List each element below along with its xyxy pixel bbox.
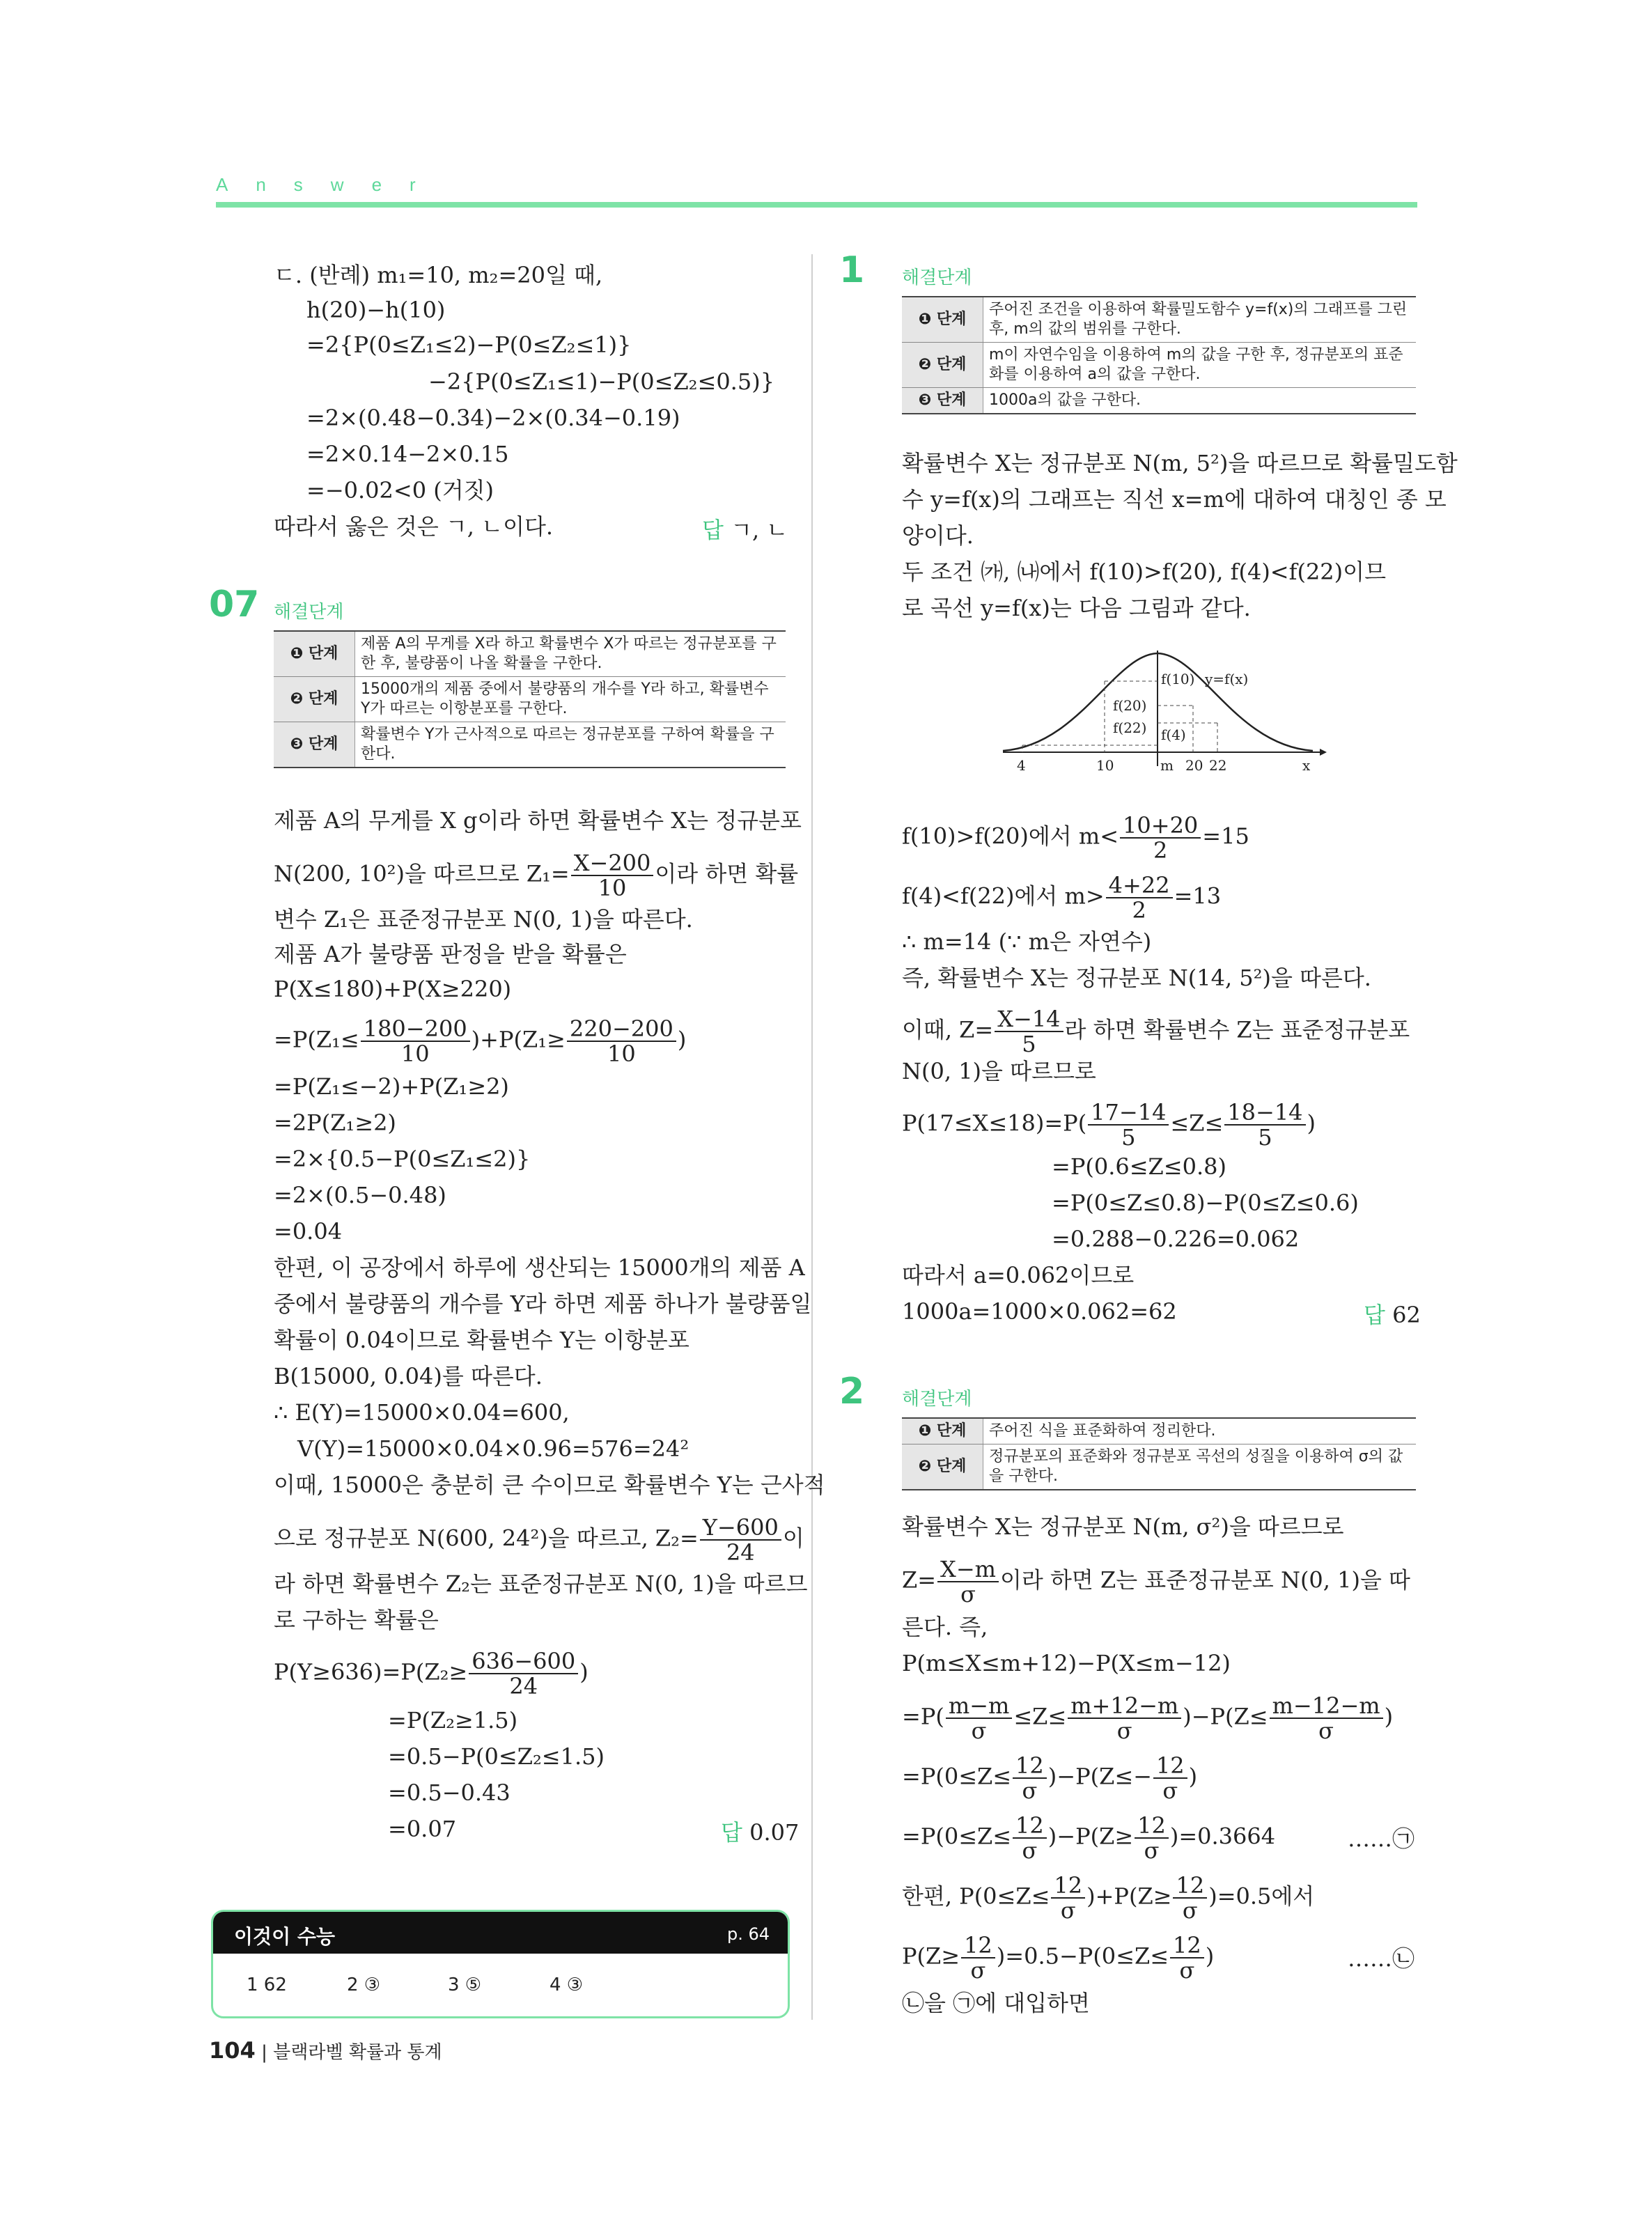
summary-box	[211, 1910, 790, 2018]
text-line: =0.5−P(0≤Z₂≤1.5)	[388, 1743, 605, 1770]
book-title: 블랙라벨 확률과 통계	[273, 2042, 442, 2063]
text-line: 양이다.	[902, 522, 974, 549]
step-label: ❸ 단계	[274, 722, 355, 768]
summary-header	[213, 1912, 788, 1954]
answer-q1	[1364, 1298, 1421, 1330]
fraction: $\frac{12}{\sigma}$	[961, 1933, 995, 1982]
text-line: 1000a=1000×0.062=62	[902, 1298, 1177, 1325]
footer-separator: |	[261, 2042, 267, 2063]
text-line: h(20)−h(10)	[306, 297, 446, 323]
text-line: V(Y)=15000×0.04×0.96=576=24²	[297, 1435, 689, 1462]
text-line: =0.04	[274, 1218, 343, 1245]
steps-title: 해결단계	[274, 602, 344, 623]
text-line: 중에서 불량품의 개수를 Y라 하면 제품 하나가 불량품일	[274, 1291, 812, 1317]
axis-label-x: x	[1302, 757, 1311, 774]
fraction: $\frac{X-m}{\sigma}$	[937, 1557, 999, 1606]
answer-q07	[721, 1815, 799, 1847]
text-line: =P(0≤Z≤0.8)−P(0≤Z≤0.6)	[1052, 1190, 1359, 1216]
text-line: =P(Z₁≤−2)+P(Z₁≥2)	[274, 1073, 509, 1100]
step-text: 정규분포의 표준화와 정규분포 곡선의 성질을 이용하여 σ의 값을 구한다.	[983, 1444, 1417, 1490]
step-text: m이 자연수임을 이용하여 m의 값을 구한 후, 정규분포의 표준화를 이용하여 a의 값을 구한다.	[983, 343, 1417, 388]
text-line: 른다. 즉,	[902, 1614, 988, 1640]
fraction: $\frac{180-200}{10}$	[361, 1017, 470, 1066]
text-line: 한편, P(0≤Z≤ $\frac{12}{\sigma}$ )+P(Z≥ $\frac{12}{\sigma}$ )=0.5에서	[902, 1872, 1315, 1924]
answer-label: 답	[721, 1819, 742, 1846]
text-line: =0.5−0.43	[388, 1780, 511, 1806]
fraction: $\frac{12}{\sigma}$	[1013, 1754, 1047, 1802]
text-line: =0.07	[388, 1816, 457, 1842]
steps-table	[902, 296, 1416, 414]
text-line: P(17≤X≤18)=P( $\frac{17-14}{5}$ ≤Z≤ $\frac{18-14}{5}$ )	[902, 1099, 1316, 1151]
label-curve: y=f(x)	[1205, 671, 1249, 687]
text-line: Z= $\frac{X-m}{\sigma}$ 이라 하면 Z는 표준정규분포 N(0, 1)을 따	[902, 1556, 1410, 1607]
text-line: =2×0.14−2×0.15	[306, 441, 509, 467]
text-line: =P(0≤Z≤ $\frac{12}{\sigma}$ )−P(Z≥ $\frac{12}{\sigma}$ )=0.3664	[902, 1812, 1276, 1864]
text-line: =P(0.6≤Z≤0.8)	[1052, 1153, 1226, 1180]
fraction: $\frac{12}{\sigma}$	[1013, 1814, 1047, 1862]
text-line: 수 y=f(x)의 그래프는 직선 x=m에 대하여 대칭인 종 모	[902, 486, 1447, 513]
answer-value: 0.07	[749, 1819, 800, 1846]
text-line: 즉, 확률변수 X는 정규분포 N(14, 5²)을 따른다.	[902, 965, 1371, 991]
page-footer	[209, 2037, 442, 2064]
tick-m: m	[1160, 757, 1174, 774]
step-text: 15000개의 제품 중에서 불량품의 개수를 Y라 하고, 확률변수 Y가 따르는 이항분포를 구한다.	[355, 677, 786, 722]
text-line: =2{P(0≤Z₁≤2)−P(0≤Z₂≤1)}	[306, 332, 632, 358]
label-f4: f(4)	[1161, 726, 1186, 743]
label-f22: f(22)	[1113, 719, 1147, 736]
steps-table	[274, 630, 786, 768]
text-line: 으로 정규분포 N(600, 24²)을 따르고, Z₂= $\frac{Y-600}{24}$ 이	[274, 1514, 804, 1566]
fraction: $\frac{220-200}{10}$	[567, 1017, 676, 1066]
text-line: 변수 Z₁은 표준정규분포 N(0, 1)을 따른다.	[274, 906, 693, 933]
answer-value: 62	[1392, 1302, 1421, 1328]
text-line: P(Y≥636)=P(Z₂≥ $\frac{636-600}{24}$ )	[274, 1648, 589, 1699]
fraction: $\frac{12}{\sigma}$	[1170, 1933, 1204, 1982]
tick-20: 20	[1185, 757, 1203, 774]
tick-4: 4	[1017, 757, 1026, 774]
text-line: ∴ m=14 (∵ m은 자연수)	[902, 928, 1152, 955]
normal-curve-graph	[996, 641, 1330, 787]
text-line: =2×(0.5−0.48)	[274, 1182, 446, 1208]
answer-label: 답	[702, 517, 724, 543]
label-f20: f(20)	[1113, 697, 1147, 714]
step-label: ❷ 단계	[902, 343, 983, 388]
text-line: −2{P(0≤Z₁≤1)−P(0≤Z₂≤0.5)}	[428, 368, 775, 395]
step-text: 주어진 식을 표준화하여 정리한다.	[983, 1418, 1417, 1444]
text-line: P(X≤180)+P(X≥220)	[274, 976, 512, 1002]
text-line: 따라서 a=0.062이므로	[902, 1262, 1135, 1288]
text-line: f(10)>f(20)에서 m< $\frac{10+20}{2}$ =15	[902, 812, 1249, 864]
step-text: 주어진 조건을 이용하여 확률밀도함수 y=f(x)의 그래프를 그린 후, m의 값의 범위를 구한다.	[983, 297, 1417, 343]
text-line: 이때, 15000은 충분히 큰 수이므로 확률변수 Y는 근사적	[274, 1472, 825, 1498]
step-label: ❷ 단계	[274, 677, 355, 722]
column-divider	[811, 254, 813, 2020]
step-label: ❶ 단계	[902, 1418, 983, 1444]
fraction: $\frac{m-12-m}{\sigma}$	[1270, 1694, 1383, 1743]
text-line: 제품 A가 불량품 판정을 받을 확률은	[274, 941, 627, 967]
text-line: 로 구하는 확률은	[274, 1607, 439, 1633]
fraction: $\frac{10+20}{2}$	[1120, 813, 1201, 862]
summary-page: p. 64	[726, 1924, 770, 1944]
step-label: ❶ 단계	[902, 297, 983, 343]
text-line: =2×(0.48−0.34)−2×(0.34−0.19)	[306, 405, 680, 431]
fraction: $\frac{12}{\sigma}$	[1153, 1754, 1187, 1802]
text-line: f(4)<f(22)에서 m> $\frac{4+22}{2}$ =13	[902, 872, 1222, 924]
answer-label: 답	[1364, 1302, 1385, 1328]
question-number: 2	[839, 1371, 865, 1412]
marker-2: ……㉡	[1348, 1945, 1415, 1972]
text-line: =P(0≤Z≤ $\frac{12}{\sigma}$ )−P(Z≤− $\frac{12}{\sigma}$ )	[902, 1752, 1198, 1804]
fraction: $\frac{m-m}{\sigma}$	[946, 1694, 1013, 1743]
text-line: =2×{0.5−P(0≤Z₁≤2)}	[274, 1146, 531, 1172]
fraction: $\frac{m+12-m}{\sigma}$	[1068, 1694, 1181, 1743]
tick-10: 10	[1096, 757, 1114, 774]
fraction: $\frac{12}{\sigma}$	[1135, 1814, 1169, 1862]
header-answer-label: Answer	[216, 174, 444, 195]
step-label: ❷ 단계	[902, 1444, 983, 1490]
summary-title: 이것이 수능	[234, 1925, 335, 1948]
steps-table	[902, 1417, 1416, 1490]
x-axis-arrow	[1320, 749, 1327, 756]
step-text: 제품 A의 무게를 X라 하고 확률변수 X가 따르는 정규분포를 구한 후, 불량품이 나올 확률을 구한다.	[355, 631, 786, 677]
text-line: =−0.02<0 (거짓)	[306, 477, 494, 504]
text-line: 로 곡선 y=f(x)는 다음 그림과 같다.	[902, 595, 1251, 621]
text-line: N(0, 1)을 따르므로	[902, 1058, 1096, 1084]
summary-item: 3 ⑤	[448, 1975, 482, 1995]
answer-value: ㄱ, ㄴ	[731, 517, 788, 543]
text-line: 제품 A의 무게를 X g이라 하면 확률변수 X는 정규분포	[274, 807, 802, 834]
steps-title: 해결단계	[902, 267, 972, 288]
marker-1: ……㉠	[1348, 1825, 1415, 1852]
label-f10: f(10)	[1161, 671, 1195, 687]
text-line: ∴ E(Y)=15000×0.04=600,	[274, 1399, 570, 1426]
text-line: 따라서 옳은 것은 ㄱ, ㄴ이다.	[274, 513, 554, 540]
text-line: 확률변수 X는 정규분포 N(m, 5²)을 따르므로 확률밀도함	[902, 450, 1458, 476]
text-line: P(m≤X≤m+12)−P(X≤m−12)	[902, 1650, 1231, 1676]
step-label: ❸ 단계	[902, 388, 983, 414]
fraction: $\frac{4+22}{2}$	[1106, 873, 1173, 922]
fraction: $\frac{X-14}{5}$	[995, 1007, 1063, 1056]
fraction: $\frac{12}{\sigma}$	[1051, 1874, 1085, 1922]
fraction: $\frac{18-14}{5}$	[1224, 1100, 1305, 1149]
tick-22: 22	[1209, 757, 1227, 774]
steps-title: 해결단계	[902, 1389, 972, 1410]
text-line: 라 하면 확률변수 Z₂는 표준정규분포 N(0, 1)을 따르므	[274, 1571, 808, 1597]
text-line: 확률이 0.04이므로 확률변수 Y는 이항분포	[274, 1327, 689, 1353]
text-line: P(Z≥ $\frac{12}{\sigma}$ )=0.5−P(0≤Z≤ $\frac{12}{\sigma}$ )	[902, 1932, 1215, 1984]
question-number: 07	[209, 584, 260, 625]
step-text: 1000a의 값을 구한다.	[983, 388, 1417, 414]
text-line: 한편, 이 공장에서 하루에 생산되는 15000개의 제품 A	[274, 1254, 805, 1281]
text-line: 두 조건 ㈎, ㈏에서 f(10)>f(20), f(4)<f(22)이므	[902, 559, 1386, 585]
fraction: $\frac{636-600}{24}$	[469, 1649, 578, 1698]
text-line: N(200, 10²)을 따르므로 Z₁= $\frac{X-200}{10}$ 이라 하면 확률	[274, 850, 799, 901]
answer-part-c	[702, 513, 788, 545]
fraction: $\frac{12}{\sigma}$	[1173, 1874, 1207, 1922]
text-line: =P(Z₂≥1.5)	[388, 1707, 518, 1734]
summary-item: 4 ③	[550, 1975, 584, 1995]
header-rule	[216, 202, 1417, 208]
text-line: 확률변수 X는 정규분포 N(m, σ²)을 따르므로	[902, 1513, 1344, 1540]
fraction: $\frac{Y-600}{24}$	[700, 1516, 781, 1564]
fraction: $\frac{17-14}{5}$	[1088, 1100, 1169, 1149]
text-line: =2P(Z₁≥2)	[274, 1109, 396, 1136]
text-line: ㄷ. (반례) m₁=10, m₂=20일 때,	[274, 262, 603, 288]
text-line: =P(Z₁≤ $\frac{180-200}{10}$ )+P(Z₁≥ $\frac{220-200}{10}$ )	[274, 1015, 687, 1067]
question-number: 1	[839, 249, 865, 291]
step-label: ❶ 단계	[274, 631, 355, 677]
page-number: 104	[209, 2037, 256, 2064]
text-line: 이때, Z= $\frac{X-14}{5}$ 라 하면 확률변수 Z는 표준정규분포	[902, 1006, 1410, 1057]
text-line: =0.288−0.226=0.062	[1052, 1226, 1300, 1252]
text-line: ㉡을 ㉠에 대입하면	[902, 1990, 1090, 2016]
text-line: =P( $\frac{m-m}{\sigma}$ ≤Z≤ $\frac{m+12-m}{\sigma}$ )−P(Z≤ $\frac{m-12-m}{\sigma}$ )	[902, 1692, 1394, 1744]
summary-item: 2 ③	[347, 1975, 381, 1995]
step-text: 확률변수 Y가 근사적으로 따르는 정규분포를 구하여 확률을 구한다.	[355, 722, 786, 768]
summary-item: 1 62	[247, 1975, 287, 1995]
fraction: $\frac{X-200}{10}$	[571, 851, 654, 900]
text-line: B(15000, 0.04)를 따른다.	[274, 1363, 543, 1389]
